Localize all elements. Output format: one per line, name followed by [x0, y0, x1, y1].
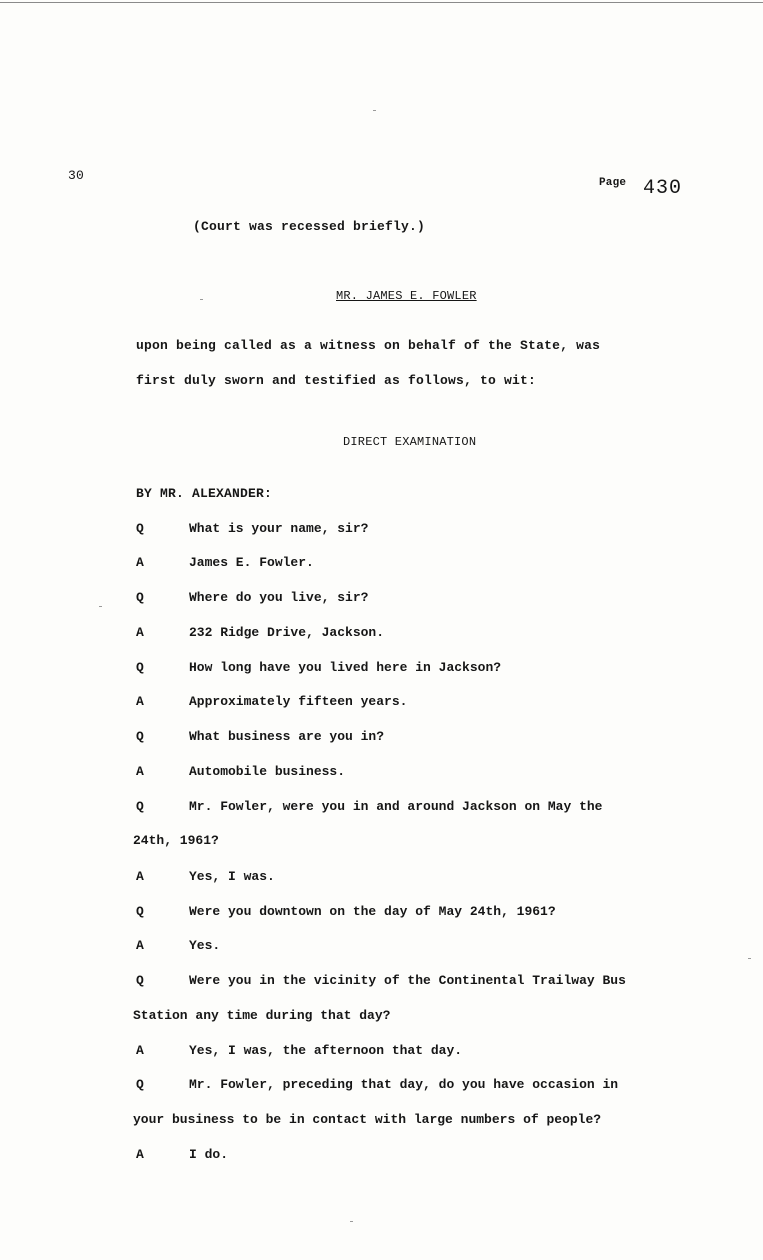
answer-text: Approximately fifteen years. [189, 694, 408, 709]
answer-text: James E. Fowler. [189, 555, 314, 570]
question-marker: Q [136, 660, 144, 675]
answer-text: I do. [189, 1147, 229, 1162]
answer-marker: A [136, 764, 144, 779]
question-text: Where do you live, sir? [189, 590, 369, 605]
scan-speck [350, 1221, 353, 1222]
question-marker: Q [136, 904, 144, 919]
answer-marker: A [136, 625, 144, 640]
page-number: 30 [68, 168, 85, 183]
question-text: Were you downtown on the day of May 24th, 1961? [189, 904, 556, 919]
question-marker: Q [136, 590, 144, 605]
answer-marker: A [136, 938, 144, 953]
answer-text: 232 Ridge Drive, Jackson. [189, 625, 385, 640]
scan-speck [200, 299, 203, 300]
question-text: How long have you lived here in Jackson? [189, 660, 502, 675]
answer-marker: A [136, 869, 144, 884]
question-text: What is your name, sir? [189, 521, 369, 536]
question-text: Mr. Fowler, were you in and around Jackson on May the [189, 799, 603, 814]
answer-text: Automobile business. [189, 764, 346, 779]
scan-speck [373, 110, 376, 111]
question-text: Mr. Fowler, preceding that day, do you have occasion in [189, 1077, 619, 1092]
top-edge-rule [0, 2, 763, 3]
scan-speck [99, 606, 102, 607]
question-marker: Q [136, 973, 144, 988]
question-marker: Q [136, 521, 144, 536]
section-heading: DIRECT EXAMINATION [343, 435, 477, 449]
scan-speck [748, 958, 751, 959]
question-text: What business are you in? [189, 729, 385, 744]
question-marker: Q [136, 729, 144, 744]
answer-marker: A [136, 1043, 144, 1058]
intro-line: upon being called as a witness on behalf of the State, was [136, 338, 601, 353]
recess-note: (Court was recessed briefly.) [193, 219, 426, 234]
question-marker: Q [136, 1077, 144, 1092]
question-continuation: 24th, 1961? [133, 833, 219, 848]
answer-text: Yes, I was, the afternoon that day. [189, 1043, 463, 1058]
answer-marker: A [136, 1147, 144, 1162]
page-stamp: 430 [643, 177, 683, 200]
question-continuation: your business to be in contact with large numbers of people? [133, 1112, 602, 1127]
intro-line: first duly sworn and testified as follows, to wit: [136, 373, 537, 388]
question-continuation: Station any time during that day? [133, 1008, 391, 1023]
answer-marker: A [136, 555, 144, 570]
question-text: Were you in the vicinity of the Continental Trailway Bus [189, 973, 626, 988]
examiner-line: BY MR. ALEXANDER: [136, 486, 273, 501]
page-label: Page [599, 177, 627, 189]
question-marker: Q [136, 799, 144, 814]
witness-name: MR. JAMES E. FOWLER [336, 289, 477, 303]
answer-marker: A [136, 694, 144, 709]
answer-text: Yes, I was. [189, 869, 275, 884]
answer-text: Yes. [189, 938, 221, 953]
